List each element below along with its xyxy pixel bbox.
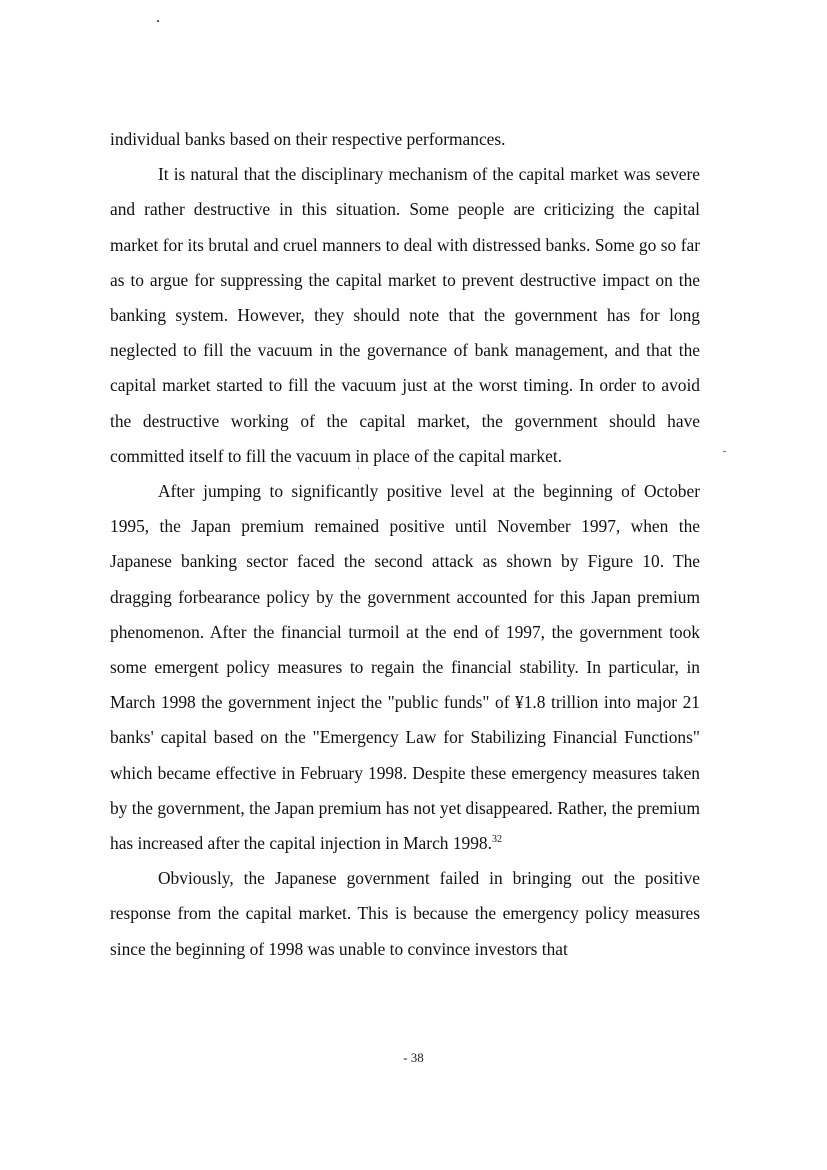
scan-speck xyxy=(157,20,159,22)
footnote-reference: 32 xyxy=(491,834,502,846)
paragraph xyxy=(110,474,700,861)
scan-speck xyxy=(723,451,726,452)
page-number: - 38 xyxy=(403,1050,424,1065)
paragraph: It is natural that the disciplinary mechanism of the capital market was severe and rather destructive in this situation. Some people are criticizing the capital market for its brutal and cruel manners to deal with distressed banks. Some go so far as to argue for suppressing the capital market to prevent destructive impact on the banking system. However, they should note that the government has for long neglected to fill the vacuum in the governance of bank management, and that the capital market started to fill the vacuum just at the worst timing. In order to avoid the destructive working of the capital market, the government should have committed itself to fill the vacuum in place of the capital market. xyxy=(110,164,700,466)
body-text xyxy=(110,122,700,967)
paragraph-text: After jumping to significantly positive level at the beginning of October 1995, the Japan premium remained positive until November 1997, when the Japanese banking sector faced the second attack as shown by Figure 10. The dragging forbearance policy by the government accounted for this Japan premium phenomenon. After the financial turmoil at the end of 1997, the government took some emergent policy measures to regain the financial stability. In particular, in March 1998 the government inject the "public funds" of ¥1.8 trillion into major 21 banks' capital based on the "Emergency Law for Stabilizing Financial Functions" which became effective in February 1998. Despite these emergency measures taken by the government, the Japan premium has not yet disappeared. Rather, the premium has increased after the capital injection in March 1998. xyxy=(110,481,700,854)
paragraph-continuation: individual banks based on their respective performances. xyxy=(110,129,506,149)
paragraph: Obviously, the Japanese government failed in bringing out the positive response from the capital market. This is because the emergency policy measures since the beginning of 1998 was unable to convince investors that xyxy=(110,868,700,959)
